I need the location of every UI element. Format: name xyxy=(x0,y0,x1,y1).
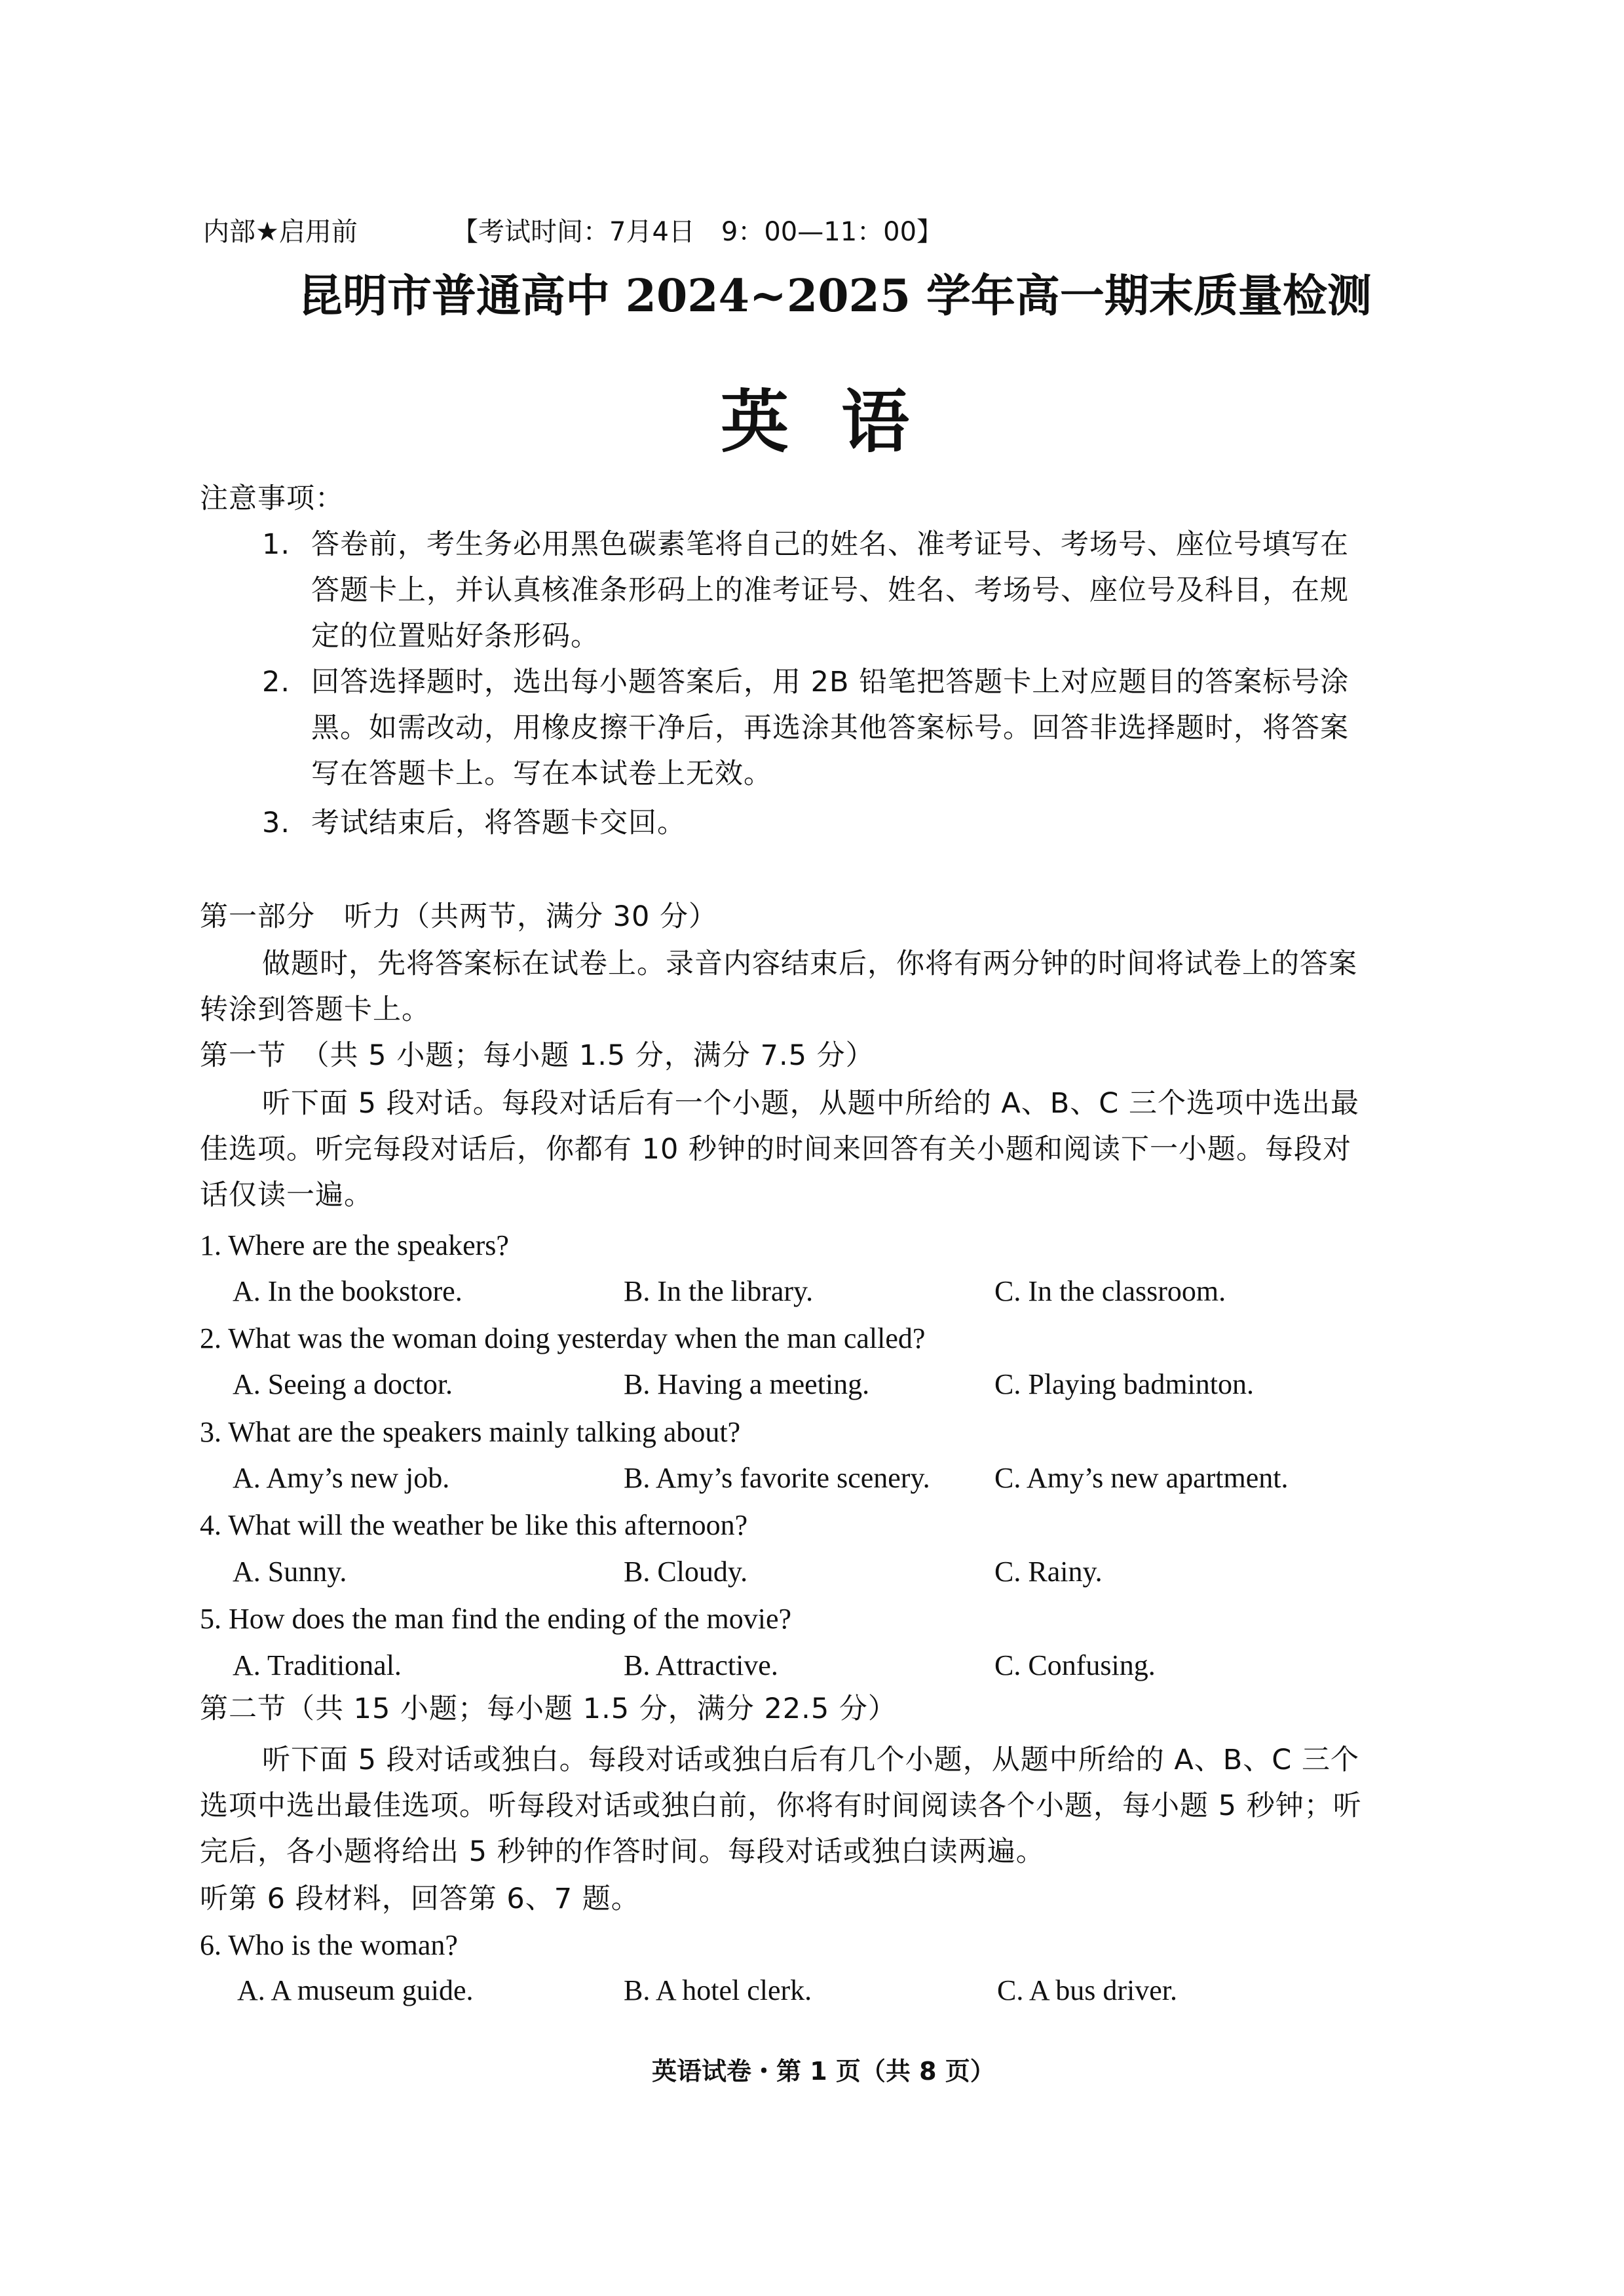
question: 5. How does the man find the ending of the movie? xyxy=(200,1603,792,1635)
note-line: 考试结束后，将答题卡交回。 xyxy=(311,807,686,839)
option-a: A. A museum guide. xyxy=(237,1974,474,2006)
section2-instruction-line: 完后，各小题将给出 5 秒钟的作答时间。每段对话或独白读两遍。 xyxy=(200,1835,1045,1868)
option-c: C. Confusing. xyxy=(994,1649,1156,1681)
question: 6. Who is the woman? xyxy=(200,1929,458,1961)
option-b: B. Cloudy. xyxy=(624,1556,748,1588)
option-c: C. A bus driver. xyxy=(997,1974,1178,2006)
subject-title: 英语 xyxy=(721,381,962,462)
option-b: B. A hotel clerk. xyxy=(624,1974,812,2006)
section2-instruction-line: 听下面 5 段对话或独白。每段对话或独白后有几个小题，从题中所给的 A、B、C 三个 xyxy=(262,1744,1359,1776)
page-footer: 英语试卷・第 1 页（共 8 页） xyxy=(652,2057,995,2086)
material-note: 听第 6 段材料，回答第 6、7 题。 xyxy=(200,1883,640,1915)
option-b: B. In the library. xyxy=(624,1275,814,1307)
section1-heading: 第一节 （共 5 小题；每小题 1.5 分，满分 7.5 分） xyxy=(200,1039,875,1072)
note-number: 3. xyxy=(262,807,291,839)
option-b: B. Attractive. xyxy=(624,1649,778,1681)
section2-heading: 第二节（共 15 小题；每小题 1.5 分，满分 22.5 分） xyxy=(200,1693,897,1725)
exam-title: 昆明市普通高中 2024~2025 学年高一期末质量检测 xyxy=(298,270,1372,322)
note-line: 定的位置贴好条形码。 xyxy=(311,620,599,653)
question: 2. What was the woman doing yesterday when the man called? xyxy=(200,1322,926,1354)
option-c: C. In the classroom. xyxy=(994,1275,1226,1307)
option-a: A. In the bookstore. xyxy=(233,1275,463,1307)
note-line: 答题卡上，并认真核准条形码上的准考证号、姓名、考场号、座位号及科目，在规 xyxy=(311,574,1349,607)
question: 3. What are the speakers mainly talking about? xyxy=(200,1416,741,1448)
note-line: 回答选择题时，选出每小题答案后，用 2B 铅笔把答题卡上对应题目的答案标号涂 xyxy=(311,666,1350,698)
option-c: C. Amy’s new apartment. xyxy=(994,1462,1289,1494)
section1-instruction-line: 话仅读一遍。 xyxy=(200,1179,373,1212)
notes-heading: 注意事项： xyxy=(200,482,344,515)
part1-heading: 第一部分 听力（共两节，满分 30 分） xyxy=(200,900,718,933)
option-c: C. Rainy. xyxy=(994,1556,1103,1588)
option-c: C. Playing badminton. xyxy=(994,1368,1254,1400)
option-b: B. Amy’s favorite scenery. xyxy=(624,1462,930,1494)
question: 4. What will the weather be like this afternoon? xyxy=(200,1509,748,1541)
section1-instruction-line: 听下面 5 段对话。每段对话后有一个小题，从题中所给的 A、B、C 三个选项中选出最 xyxy=(262,1087,1359,1120)
part1-intro-line: 做题时，先将答案标在试卷上。录音内容结束后，你将有两分钟的时间将试卷上的答案 xyxy=(262,947,1357,980)
section2-instruction-line: 选项中选出最佳选项。听每段对话或独白前，你将有时间阅读各个小题，每小题 5 秒钟；听 xyxy=(200,1789,1362,1822)
note-line: 写在答题卡上。写在本试卷上无效。 xyxy=(311,757,772,790)
note-number: 2. xyxy=(262,666,291,698)
exam-time: 【考试时间：7月4日 9：00—11：00】 xyxy=(452,217,943,247)
confidential-label: 内部★启用前 xyxy=(203,217,358,247)
option-b: B. Having a meeting. xyxy=(624,1368,870,1400)
section1-instruction-line: 佳选项。听完每段对话后，你都有 10 秒钟的时间来回答有关小题和阅读下一小题。每段对 xyxy=(200,1133,1352,1166)
note-line: 答卷前，考生务必用黑色碳素笔将自己的姓名、准考证号、考场号、座位号填写在 xyxy=(311,528,1349,561)
option-a: A. Seeing a doctor. xyxy=(233,1368,453,1400)
option-a: A. Traditional. xyxy=(233,1649,402,1681)
part1-intro-line: 转涂到答题卡上。 xyxy=(200,993,430,1026)
note-number: 1. xyxy=(262,528,291,561)
option-a: A. Sunny. xyxy=(233,1556,347,1588)
question: 1. Where are the speakers? xyxy=(200,1229,509,1261)
option-a: A. Amy’s new job. xyxy=(233,1462,450,1494)
note-line: 黑。如需改动，用橡皮擦干净后，再选涂其他答案标号。回答非选择题时，将答案 xyxy=(311,712,1349,744)
